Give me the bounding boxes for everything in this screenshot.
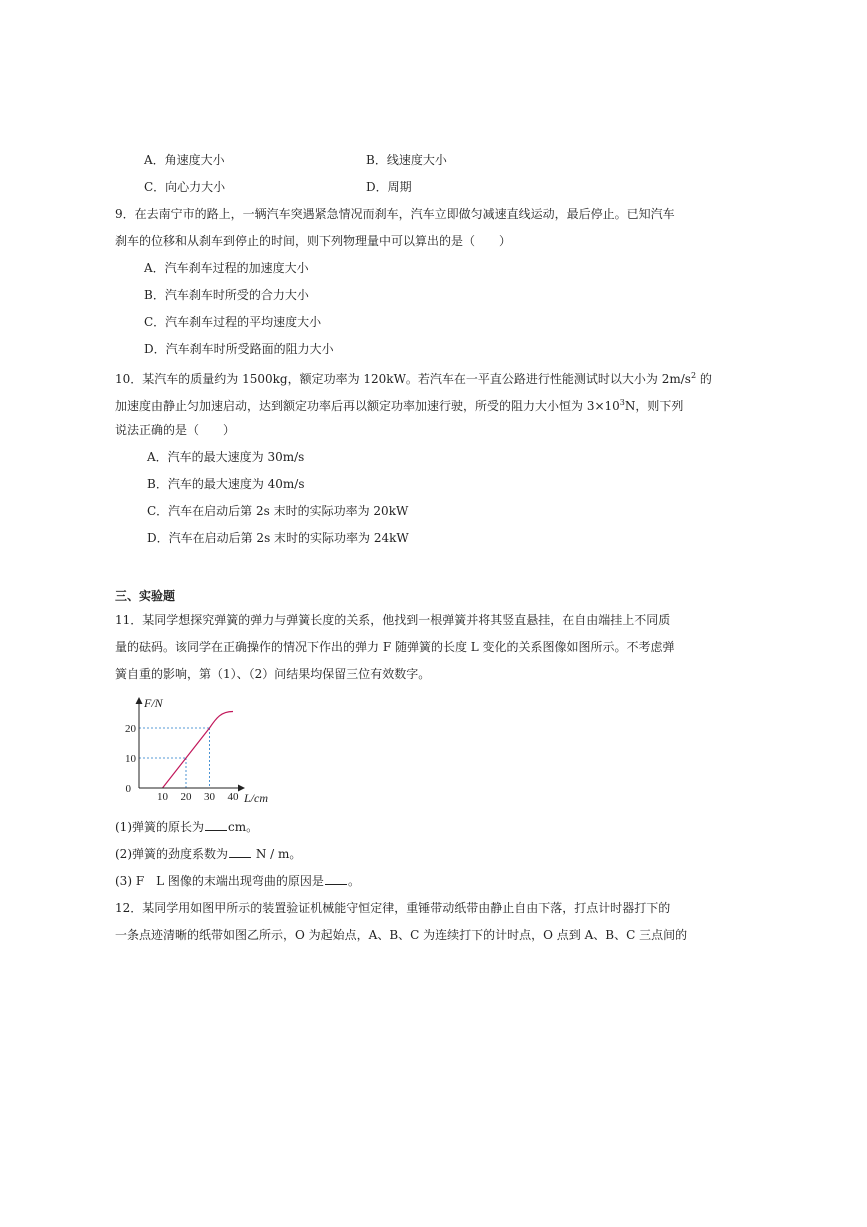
q9-stem-line1: 9．在去南宁市的路上，一辆汽车突遇紧急情况而刹车，汽车立即做匀减速直线运动，最后停止。已知汽车 — [115, 207, 675, 221]
q11-sub1-text: (1)弹簧的原长为 — [115, 820, 204, 834]
q9-stem-line2: 刹车的位移和从刹车到停止的时间，则下列物理量中可以算出的是（ ） — [115, 234, 512, 248]
q11-sub3-blank — [325, 872, 347, 885]
q11-sub1-blank — [205, 818, 227, 831]
section-heading-experiment: 三、实验题 — [115, 589, 176, 603]
x-tick-label: 40 — [227, 791, 239, 803]
q11-subquestion-3 — [115, 872, 360, 889]
q11-stem-line3: 簧自重的影响，第（1）、（2）问结果均保留三位有效数字。 — [115, 667, 431, 681]
q10-superscript-2: 3 — [619, 398, 625, 407]
q11-sub3-end: 。 — [347, 874, 360, 888]
q10-stem-line2-text: 加速度由静止匀加速启动，达到额定功率后再以额定功率加速行驶，所受的阻力大小恒为 3×10 — [115, 399, 620, 413]
q11-subquestion-2 — [115, 845, 301, 862]
q11-stem-line2: 量的砝码。该同学在正确操作的情况下作出的弹力 F 随弹簧的长度 L 变化的关系图像如图所示。不考虑弹 — [115, 640, 675, 654]
q11-sub2-blank — [229, 845, 251, 858]
q9-option-a: A．汽车刹车过程的加速度大小 — [144, 261, 309, 275]
x-tick-label: 10 — [157, 791, 168, 803]
q8-option-d: D．周期 — [366, 180, 412, 194]
q10-stem-line2 — [115, 395, 683, 414]
q10-superscript-1: 2 — [690, 371, 697, 380]
spring-force-length-graph — [112, 692, 282, 808]
y-tick-label: 10 — [125, 753, 136, 765]
q9-option-d: D．汽车刹车时所受路面的阻力大小 — [144, 342, 334, 356]
q8-option-a: A．角速度大小 — [144, 153, 225, 167]
q12-stem-line2: 一条点迹清晰的纸带如图乙所示，O 为起始点，A、B、C 为连续打下的计时点，O 点到 A、B、C 三点间的 — [115, 928, 688, 942]
q9-option-b: B．汽车刹车时所受的合力大小 — [144, 288, 309, 302]
force-length-curve — [163, 712, 234, 789]
q10-stem-line1 — [115, 368, 712, 387]
y-tick-label: 0 — [125, 783, 131, 795]
q10-option-b: B．汽车的最大速度为 40m/s — [147, 477, 305, 491]
q11-sub3-text: (3) F L 图像的末端出现弯曲的原因是 — [115, 874, 324, 888]
q8-option-c: C．向心力大小 — [144, 180, 226, 194]
q11-sub1-unit: cm。 — [228, 820, 259, 834]
q11-stem-line1: 11．某同学想探究弹簧的弹力与弹簧长度的关系，他找到一根弹簧并将其竖直悬挂，在自由端挂上不同质 — [115, 613, 671, 627]
y-tick-label: 20 — [125, 723, 136, 735]
q10-stem-line3: 说法正确的是（ ） — [115, 423, 236, 437]
q10-option-c: C．汽车在启动后第 2s 末时的实际功率为 20kW — [147, 504, 409, 518]
q11-sub2-text: (2)弹簧的劲度系数为 — [115, 847, 228, 861]
q8-option-b: B．线速度大小 — [366, 153, 447, 167]
q11-sub2-unit: N / m。 — [252, 847, 302, 861]
q11-subquestion-1 — [115, 818, 258, 835]
q10-stem-line1-text: 10．某汽车的质量约为 1500kg，额定功率为 120kW。若汽车在一平直公路进行性能测试时以大小为 2m/s — [115, 372, 691, 386]
x-tick-label: 30 — [204, 791, 215, 803]
q12-stem-line1: 12．某同学用如图甲所示的装置验证机械能守恒定律，重锤带动纸带由静止自由下落，打点计时器打下的 — [115, 901, 671, 915]
q9-option-c: C．汽车刹车过程的平均速度大小 — [144, 315, 322, 329]
q10-stem-line2-end: N，则下列 — [624, 399, 684, 413]
y-axis-label: F/N — [144, 696, 163, 710]
x-tick-label: 20 — [180, 791, 192, 803]
x-axis-label: L/cm — [244, 791, 268, 805]
q10-stem-line1-end: 的 — [696, 372, 712, 386]
q10-option-d: D．汽车在启动后第 2s 末时的实际功率为 24kW — [147, 531, 409, 545]
q10-option-a: A．汽车的最大速度为 30m/s — [147, 450, 305, 464]
